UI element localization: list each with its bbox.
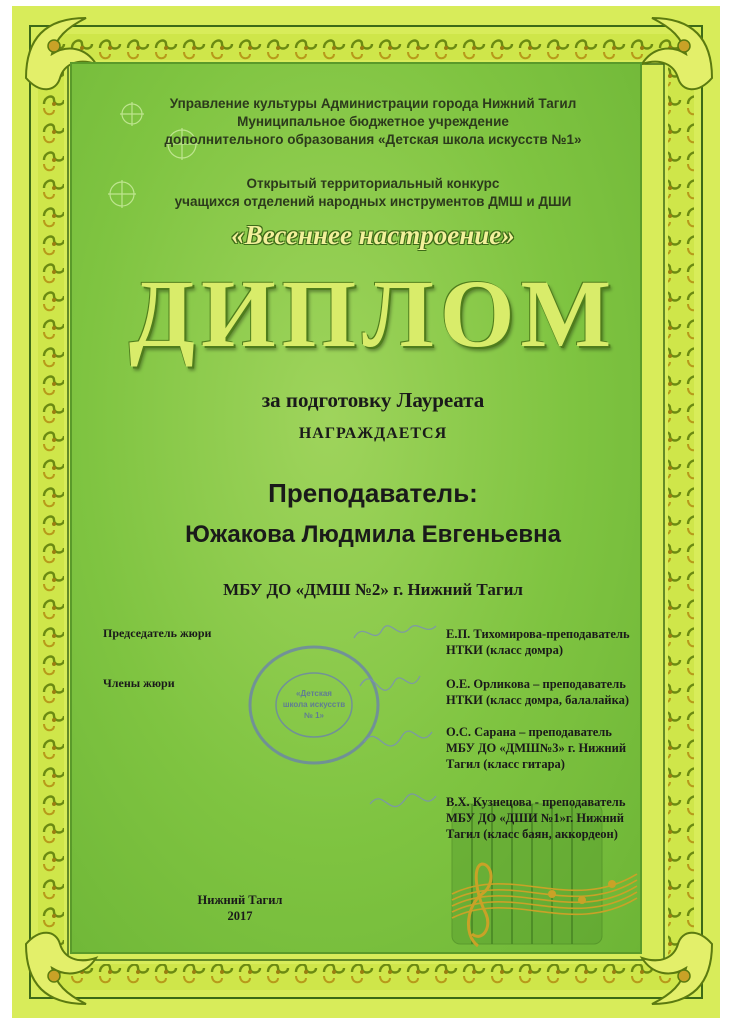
contest-title: «Весеннее настроение» bbox=[231, 220, 515, 250]
contest-line-1: Открытый территориальный конкурс bbox=[246, 176, 500, 191]
jury-chair-label: Председатель жюри bbox=[103, 626, 212, 640]
recipient-name: Южакова Людмила Евгеньевна bbox=[185, 521, 561, 548]
music-staff-treble-clef-icon bbox=[442, 854, 642, 954]
awarded-label: НАГРАЖДАЕТСЯ bbox=[298, 425, 448, 442]
footer-city-year: Нижний Тагил 2017 bbox=[197, 893, 283, 923]
diploma-title: ДИПЛОМ bbox=[128, 260, 618, 367]
recipient-role: Преподаватель: bbox=[268, 478, 478, 508]
jury-member-3: О.С. Сарана – преподаватель МБУ ДО «ДМШ№3» г. Нижний Тагил (класс гитара) bbox=[446, 725, 627, 771]
jury-member-2: О.Е. Орликова – преподаватель НТКИ (класс домра, балалайка) bbox=[446, 677, 629, 707]
header-line-3: дополнительного образования «Детская школа искусств №1» bbox=[164, 132, 582, 147]
recipient-organization: МБУ ДО «ДМШ №2» г. Нижний Тагил bbox=[223, 580, 523, 599]
contest-line-2: учащихся отделений народных инструментов ДМШ и ДШИ bbox=[174, 194, 572, 209]
award-subtitle: за подготовку Лауреата bbox=[261, 388, 485, 412]
stamp-text-3: № 1» bbox=[303, 711, 325, 720]
header-line-1: Управление культуры Администрации города Нижний Тагил bbox=[169, 96, 577, 111]
jury-member-1: Е.П. Тихомирова-преподаватель НТКИ (класс домра) bbox=[446, 627, 630, 657]
jury-member-4: В.Х. Кузнецова - преподаватель МБУ ДО «ДШИ №1»г. Нижний Тагил (класс баян, аккордеон) bbox=[446, 795, 626, 841]
stamp-text-2: школа искусств bbox=[282, 700, 346, 709]
header-line-2: Муниципальное бюджетное учреждение bbox=[237, 114, 509, 129]
signatures-icon bbox=[340, 616, 450, 826]
jury-members-label: Члены жюри bbox=[103, 676, 175, 690]
stamp-text-1: «Детская bbox=[296, 689, 332, 698]
